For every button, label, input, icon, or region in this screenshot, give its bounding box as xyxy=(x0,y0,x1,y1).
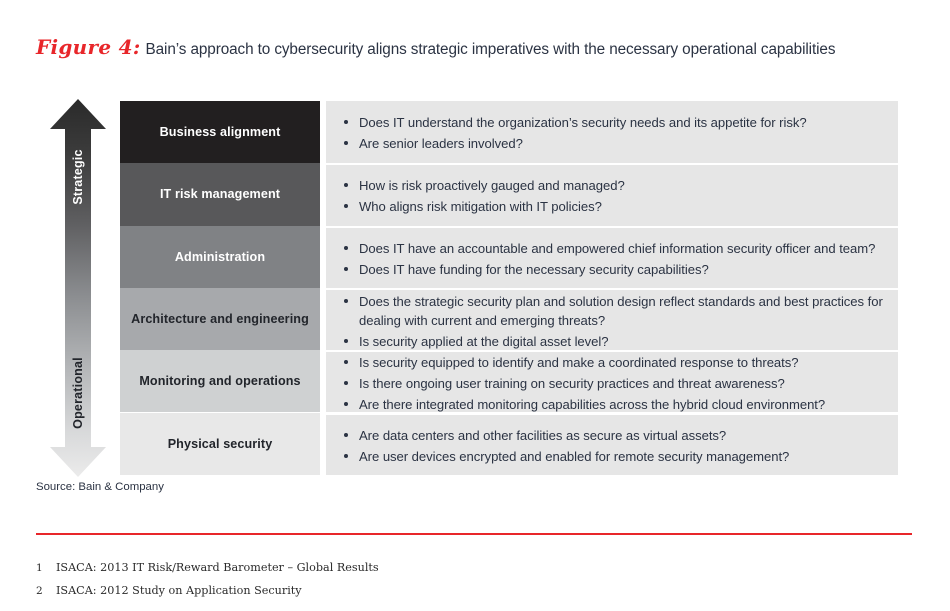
footnote-2-marker: 2 xyxy=(36,585,43,597)
question-bullet-text: Are data centers and other facilities as secure as virtual assets? xyxy=(359,427,727,443)
capability-row-label: Architecture and engineering xyxy=(120,288,320,350)
question-bullet-text: Does IT understand the organization’s security needs and its appetite for risk? xyxy=(359,115,807,131)
question-bullet xyxy=(342,395,884,414)
capability-row xyxy=(120,413,898,475)
capability-row-label: Business alignment xyxy=(120,101,320,163)
question-bullet-text: Are user devices encrypted and enabled for remote security management? xyxy=(359,448,790,464)
question-bullet-text: Who aligns risk mitigation with IT policies? xyxy=(359,199,602,215)
question-bullet-text: Does IT have an accountable and empowered chief information security officer and team? xyxy=(359,240,876,256)
bullet-dot-icon xyxy=(344,267,348,271)
question-bullet xyxy=(342,260,884,279)
capability-row-label: Monitoring and operations xyxy=(120,350,320,412)
capability-row-label: Administration xyxy=(120,226,320,288)
bullet-dot-icon xyxy=(344,299,348,303)
bullet-dot-icon xyxy=(344,381,348,385)
question-bullet-text: Is security applied at the digital asset level? xyxy=(359,333,609,349)
question-bullet-text: How is risk proactively gauged and managed? xyxy=(359,178,625,194)
question-bullet-text: Is there ongoing user training on security practices and threat awareness? xyxy=(359,375,785,391)
question-bullet xyxy=(342,292,884,330)
question-bullet xyxy=(342,176,884,195)
question-bullet-text: Are there integrated monitoring capabilities across the hybrid cloud environment? xyxy=(359,396,826,412)
bullet-dot-icon xyxy=(344,183,348,187)
bullet-dot-icon xyxy=(344,402,348,406)
capability-row-questions xyxy=(326,288,898,350)
footnote-2 xyxy=(36,584,302,597)
question-bullet xyxy=(342,426,884,445)
bullet-dot-icon xyxy=(344,339,348,343)
axis-label-operational: Operational xyxy=(71,357,85,429)
capability-row-questions xyxy=(326,226,898,288)
capability-row xyxy=(120,226,898,288)
footnote-1-text: ISACA: 2013 IT Risk/Reward Barometer – Global Results xyxy=(56,561,379,574)
bullet-dot-icon xyxy=(344,433,348,437)
capability-row-questions xyxy=(326,350,898,412)
question-bullet-text: Is security equipped to identify and make a coordinated response to threats? xyxy=(359,354,799,370)
footnote-1 xyxy=(36,561,379,574)
question-bullet xyxy=(342,134,884,153)
bullet-dot-icon xyxy=(344,454,348,458)
footnote-1-marker: 1 xyxy=(36,562,43,574)
question-bullet xyxy=(342,113,884,132)
capability-row xyxy=(120,101,898,163)
bullet-dot-icon xyxy=(344,204,348,208)
question-bullet-text: Does the strategic security plan and solution design reflect standards and best practices for dealing with current and emerging threats? xyxy=(359,293,883,328)
capability-row-questions xyxy=(326,413,898,475)
figure-number-label: Figure 4: xyxy=(36,35,141,59)
question-bullet xyxy=(342,374,884,393)
question-bullet xyxy=(342,353,884,372)
capability-row-questions xyxy=(326,163,898,225)
question-bullet xyxy=(342,239,884,258)
question-bullet-text: Does IT have funding for the necessary security capabilities? xyxy=(359,261,709,277)
bullet-dot-icon xyxy=(344,141,348,145)
question-bullet xyxy=(342,197,884,216)
source-note: Source: Bain & Company xyxy=(36,481,164,493)
question-bullet xyxy=(342,447,884,466)
question-bullet-text: Are senior leaders involved? xyxy=(359,136,523,152)
bullet-dot-icon xyxy=(344,246,348,250)
capability-row-questions xyxy=(326,101,898,163)
footnote-2-text: ISACA: 2012 Study on Application Security xyxy=(56,584,302,597)
capability-row-label: Physical security xyxy=(120,413,320,475)
capability-row-label: IT risk management xyxy=(120,163,320,225)
capability-row xyxy=(120,350,898,412)
axis-label-strategic: Strategic xyxy=(71,149,85,205)
capability-row xyxy=(120,163,898,225)
capability-row xyxy=(120,288,898,350)
bullet-dot-icon xyxy=(344,360,348,364)
question-bullet xyxy=(342,332,884,351)
bullet-dot-icon xyxy=(344,120,348,124)
figure-caption: Bain’s approach to cybersecurity aligns strategic imperatives with the necessary operational capabilities xyxy=(145,41,836,58)
footnote-divider xyxy=(36,533,912,535)
